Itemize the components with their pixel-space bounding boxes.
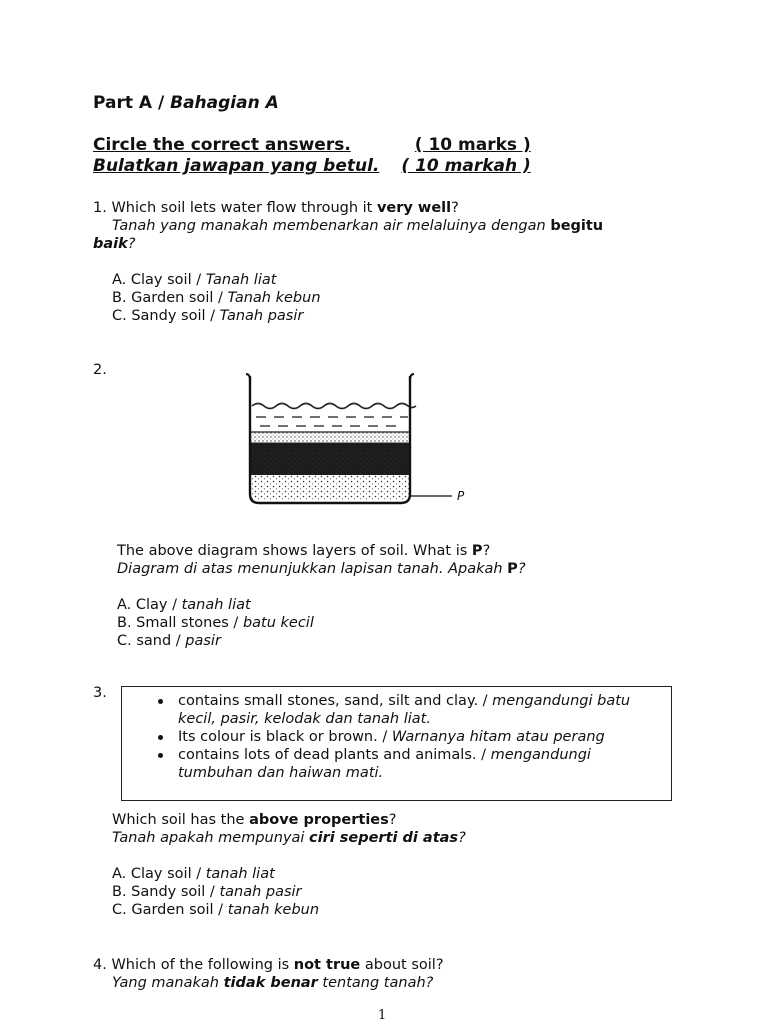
diagram-label-p: P bbox=[457, 489, 465, 503]
q3-property-3: contains lots of dead plants and animals. / mengandungi tumbuhan dan haiwan mati. bbox=[178, 746, 658, 782]
q1-option-b[interactable]: B. Garden soil / Tanah kebun bbox=[112, 290, 321, 306]
q3-number: 3. bbox=[93, 685, 107, 701]
q3-option-c[interactable]: C. Garden soil / tanah kebun bbox=[112, 902, 320, 918]
q3-question-en: Which soil has the above properties? bbox=[112, 812, 397, 828]
q2-option-a[interactable]: A. Clay / tanah liat bbox=[117, 597, 251, 613]
q3-property-1: contains small stones, sand, silt and clay. / mengandungi batu kecil, pasir, kelodak dan tanah liat. bbox=[178, 692, 658, 728]
q4-question-ms: Yang manakah tidak benar tentang tanah? bbox=[112, 975, 434, 991]
q1-option-a[interactable]: A. Clay soil / Tanah liat bbox=[112, 272, 277, 288]
q3-question-ms: Tanah apakah mempunyai ciri seperti di atas? bbox=[112, 830, 466, 846]
q2-option-c[interactable]: C. sand / pasir bbox=[117, 633, 221, 649]
soil-layers-diagram bbox=[230, 360, 486, 522]
part-title: Part A / Bahagian A bbox=[93, 93, 279, 113]
q3-property-2: Its colour is black or brown. / Warnanya hitam atau perang bbox=[178, 728, 658, 746]
q3-properties-box bbox=[121, 686, 672, 801]
q1-question-en: 1. Which soil lets water flow through it very well? bbox=[93, 200, 459, 216]
q2-option-b[interactable]: B. Small stones / batu kecil bbox=[117, 615, 314, 631]
q2-question-en: The above diagram shows layers of soil. What is P? bbox=[117, 543, 491, 559]
q1-question-ms-cont: baik? bbox=[93, 236, 136, 252]
q3-option-b[interactable]: B. Sandy soil / tanah pasir bbox=[112, 884, 302, 900]
instruction-ms: Bulatkan jawapan yang betul. ( 10 markah ) bbox=[93, 156, 531, 176]
q2-number: 2. bbox=[93, 362, 107, 378]
q1-question-ms: Tanah yang manakah membenarkan air melaluinya dengan begitu bbox=[112, 218, 604, 234]
instruction-en: Circle the correct answers. ( 10 marks ) bbox=[93, 135, 531, 155]
page-number: 1 bbox=[378, 1008, 387, 1023]
q1-option-c[interactable]: C. Sandy soil / Tanah pasir bbox=[112, 308, 304, 324]
q4-question-en: 4. Which of the following is not true about soil? bbox=[93, 957, 444, 973]
q2-question-ms: Diagram di atas menunjukkan lapisan tanah. Apakah P? bbox=[117, 561, 526, 577]
q3-option-a[interactable]: A. Clay soil / tanah liat bbox=[112, 866, 275, 882]
